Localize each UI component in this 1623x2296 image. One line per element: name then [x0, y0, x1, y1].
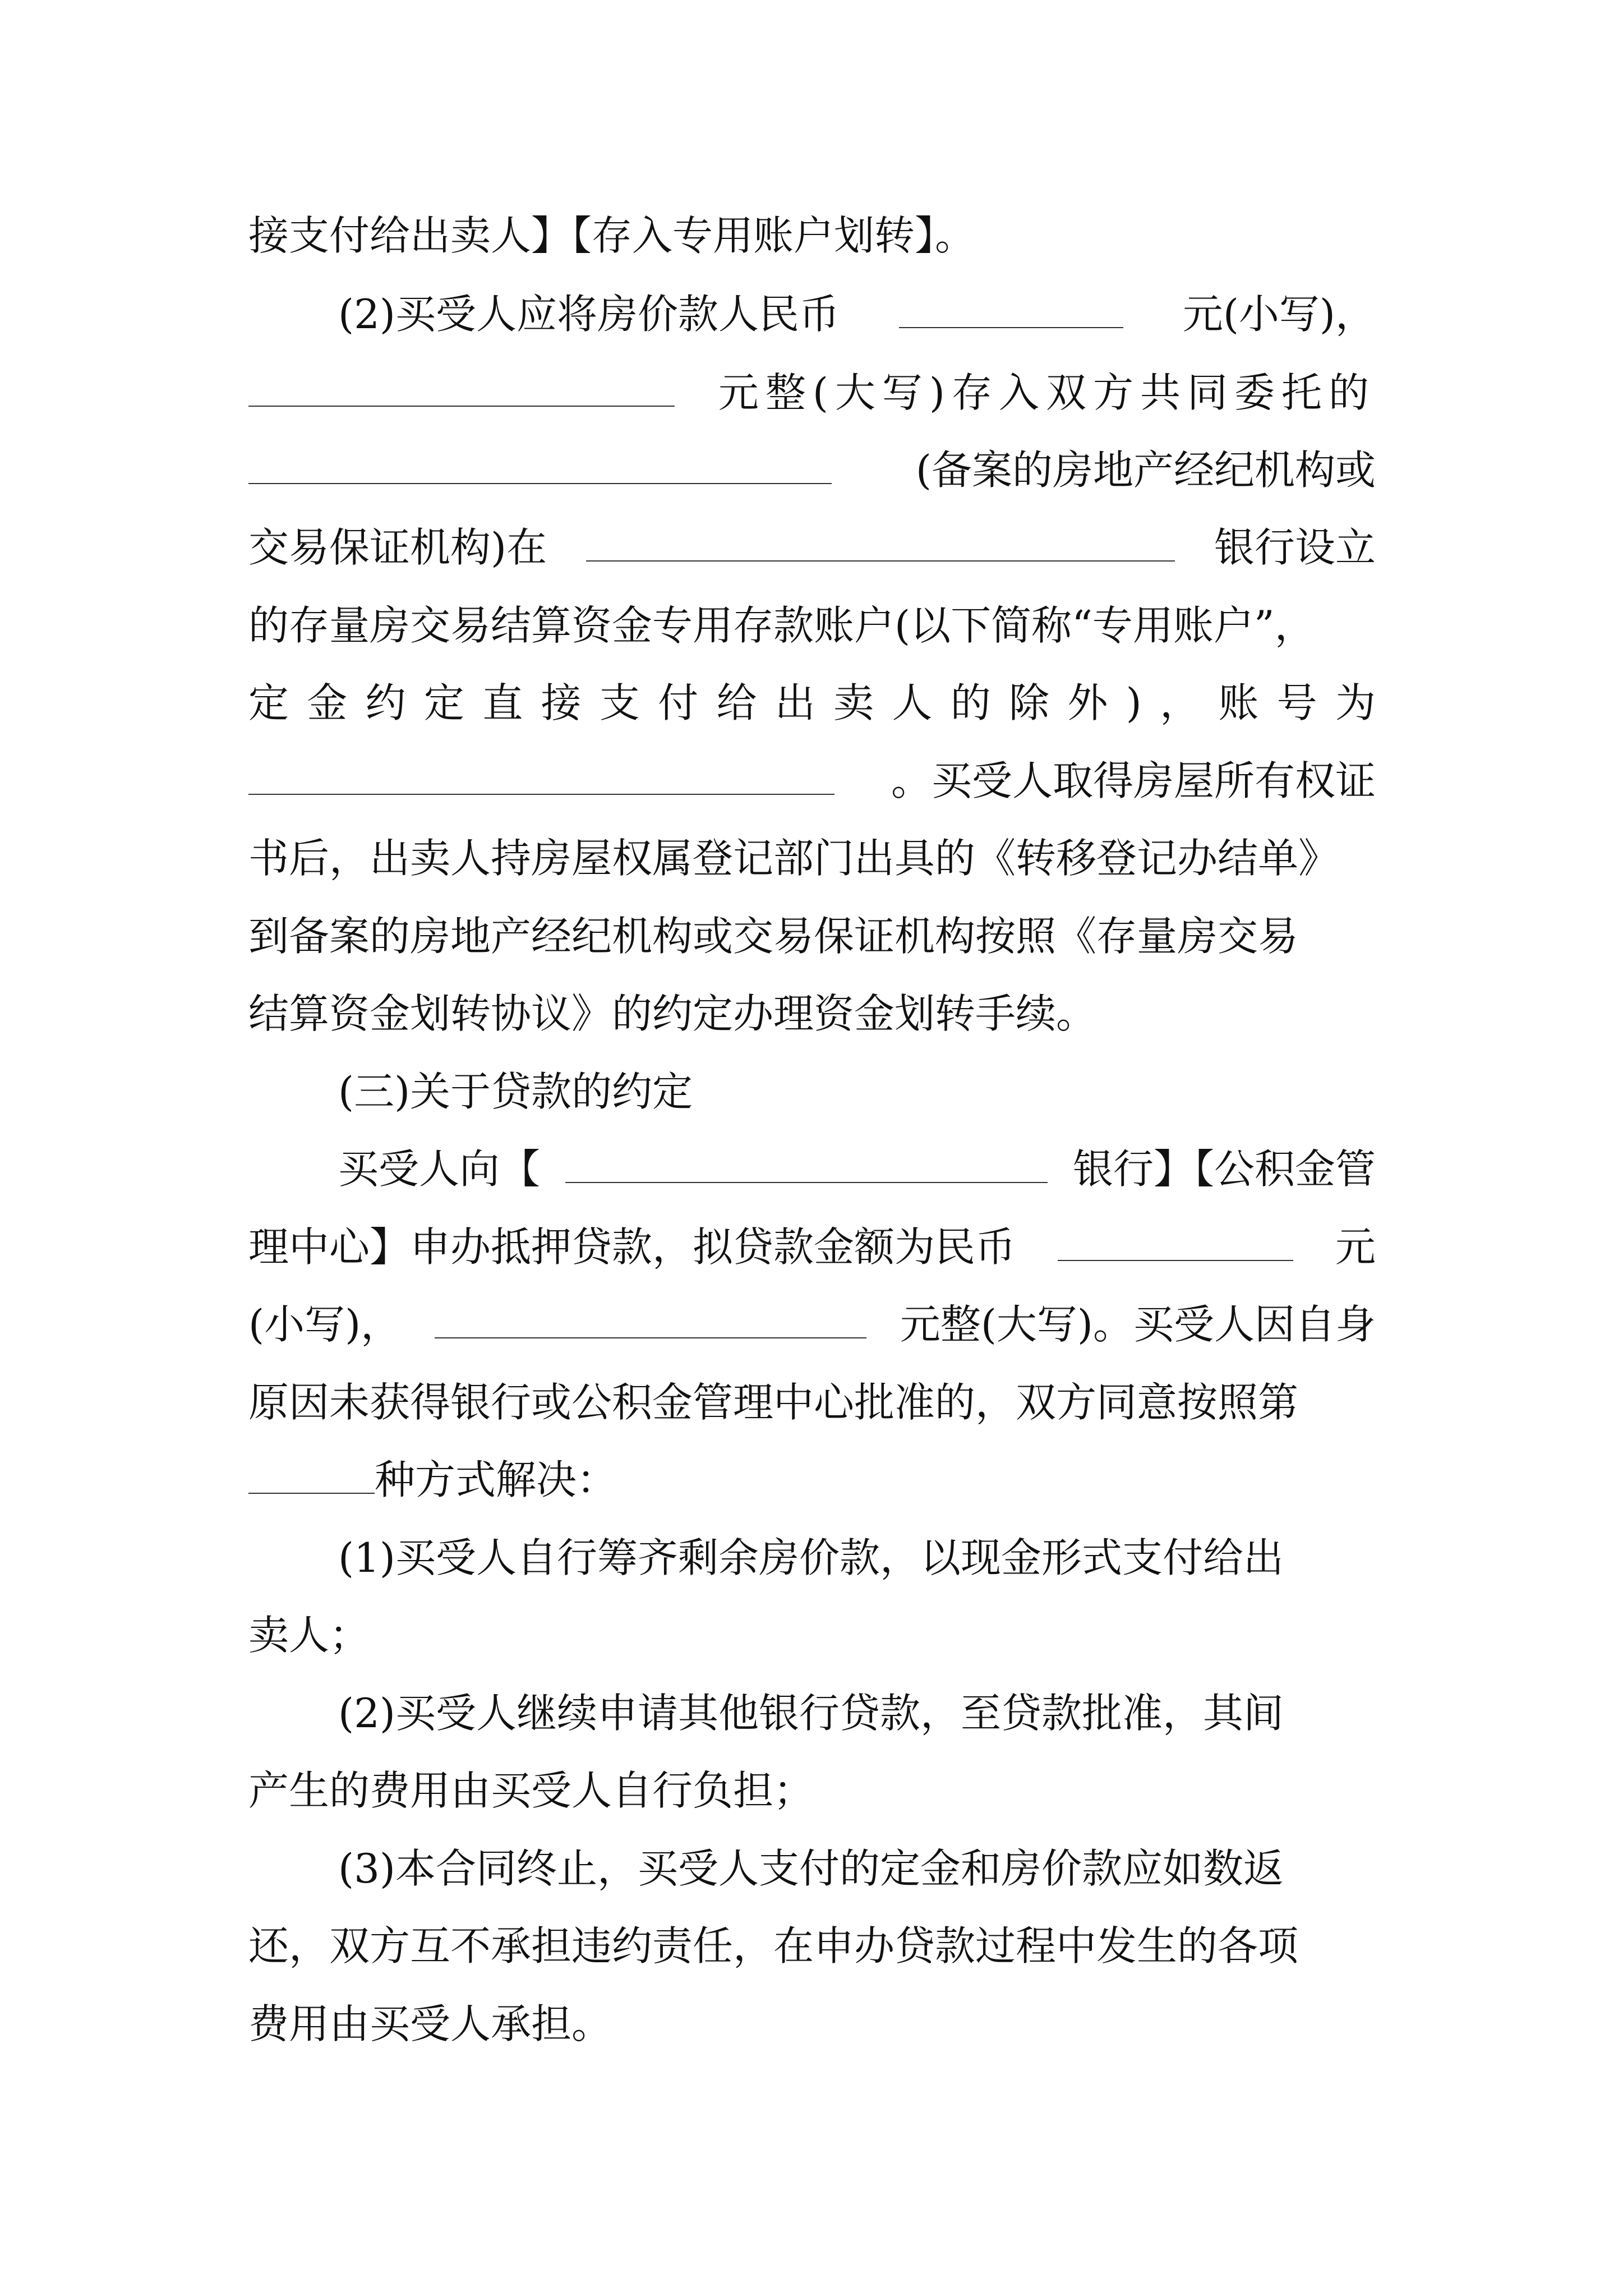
- text-line: [248, 439, 1376, 501]
- text-segment: 书后，出卖人持房屋权属登记部门出具的《转移登记办结单》: [248, 835, 1339, 882]
- text-segment: 元整(大写)存入双方共同委托的: [718, 369, 1376, 416]
- fill-blank: [586, 523, 1175, 562]
- fill-blank: [1058, 1223, 1293, 1261]
- text-segment: (2)买受人继续申请其他银行贷款，至贷款批准，其间: [338, 1690, 1284, 1737]
- fill-blank: [248, 757, 834, 795]
- text-line: [338, 1527, 1376, 1589]
- text-line: [248, 905, 1376, 967]
- text-segment: 元(小写)，: [1182, 291, 1376, 338]
- text-line: [248, 827, 1376, 889]
- text-line: [248, 672, 1376, 734]
- text-segment: 费用由买受人承担。: [248, 2000, 612, 2047]
- fill-blank: [899, 290, 1123, 328]
- text-line: [248, 750, 1376, 812]
- text-segment: 银行】【公积金管: [1072, 1145, 1376, 1193]
- fill-blank: [565, 1145, 1048, 1183]
- text-segment: 还，双方互不承担违约责任，在申办贷款过程中发生的各项: [248, 1922, 1299, 1970]
- text-segment: (三)关于贷款的约定: [338, 1068, 693, 1115]
- text-segment: 种方式解决：: [375, 1456, 617, 1503]
- text-segment: 定金约定直接支付给出卖人的除外)，账号为: [248, 679, 1376, 726]
- text-segment: 买受人向【: [338, 1145, 541, 1193]
- text-segment: 原因未获得银行或公积金管理中心批准的，双方同意按照第: [248, 1379, 1299, 1426]
- text-segment: 到备案的房地产经纪机构或交易保证机构按照《存量房交易: [248, 913, 1299, 960]
- text-line: [248, 1216, 1376, 1278]
- text-segment: 理中心】申办抵押贷款，拟贷款金额为民币: [248, 1223, 1016, 1271]
- text-segment: 的存量房交易结算资金专用存款账户(以下简称“专用账户”，: [248, 602, 1315, 649]
- text-line: [338, 1682, 1376, 1744]
- text-segment: 交易保证机构)在: [248, 524, 547, 571]
- text-line: [248, 362, 1376, 424]
- text-segment: 元: [1335, 1223, 1376, 1271]
- text-line: [248, 983, 1376, 1045]
- text-segment: (1)买受人自行筹齐剩余房价款，以现金形式支付给出: [338, 1534, 1284, 1581]
- text-line: [248, 595, 1376, 656]
- fill-blank: [248, 446, 832, 484]
- text-line: [248, 1372, 1376, 1433]
- text-segment: (3)本合同终止，买受人支付的定金和房价款应如数返: [338, 1845, 1284, 1892]
- text-segment: 。买受人取得房屋所有权证: [891, 757, 1376, 804]
- text-line: [248, 1604, 1376, 1666]
- text-segment: (小写)，: [248, 1301, 402, 1348]
- text-line: [248, 517, 1376, 578]
- text-segment: (2)买受人应将房价款人民币: [338, 291, 840, 338]
- text-segment: 结算资金划转协议》的约定办理资金划转手续。: [248, 990, 1097, 1037]
- text-line: [248, 1449, 1376, 1511]
- text-line: [338, 1838, 1376, 1899]
- text-line: [248, 1915, 1376, 1977]
- fill-blank: [248, 1456, 375, 1494]
- text-segment: 银行设立: [1214, 524, 1376, 571]
- fill-blank: [248, 369, 675, 407]
- text-line: [248, 1993, 1376, 2055]
- text-line: [338, 1138, 1376, 1200]
- text-segment: 接支付给出卖人】【存入专用账户划转】。: [248, 212, 976, 259]
- fill-blank: [435, 1300, 866, 1338]
- text-line: [248, 1760, 1376, 1821]
- section-heading: [338, 1061, 1465, 1122]
- text-segment: 产生的费用由买受人自行负担；: [248, 1767, 814, 1814]
- text-segment: (备案的房地产经纪机构或: [915, 447, 1376, 494]
- text-segment: 卖人；: [248, 1612, 370, 1659]
- text-line: [248, 205, 1376, 266]
- text-segment: 元整(大写)。买受人因自身: [900, 1301, 1376, 1348]
- text-line: [248, 1294, 1376, 1355]
- text-line: [338, 283, 1376, 345]
